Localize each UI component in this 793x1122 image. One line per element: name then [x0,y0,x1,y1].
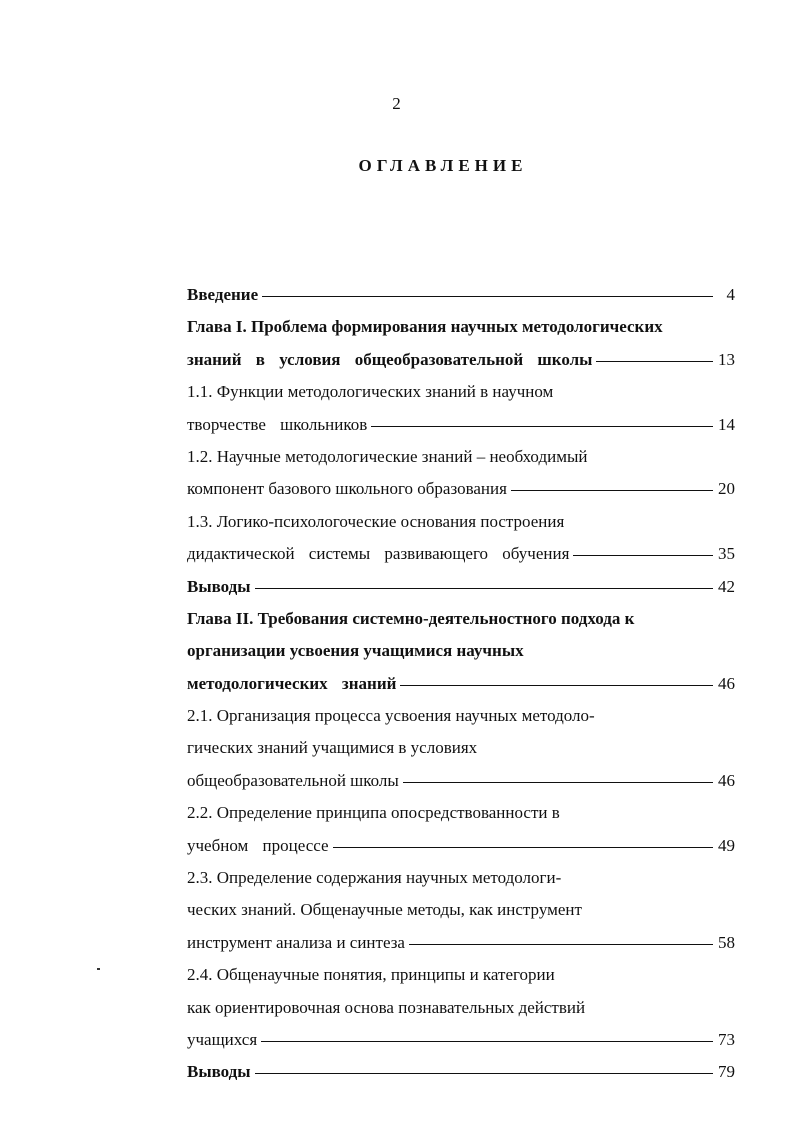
toc-entry-chapter-1 [187,313,735,345]
toc-entry-text: 2.2. Определение принципа опосредствованности в [187,803,560,823]
toc-entry-section-1-3 [187,508,735,540]
toc-entry-section-2-2-end [187,832,735,864]
leader-line [596,361,713,362]
toc-entry-text: ческих знаний. Общенаучные методы, как инструмент [187,900,582,920]
toc-page-number: 46 [718,673,735,693]
toc-page-number: 13 [718,349,735,369]
toc-entry-text: 1.2. Научные методологические знаний – необходимый [187,446,588,466]
leader-line [403,782,713,783]
toc-page-number: 58 [718,932,735,952]
toc-entry-text: дидактической системы развивающего обучения [187,544,570,564]
toc-entry-section-2-4-cont [187,994,735,1026]
toc-entry-section-2-3-end [187,929,735,961]
scan-speck [97,968,100,970]
leader-line [255,588,713,589]
toc-entry-text: 2.4. Общенаучные понятия, принципы и категории [187,965,555,985]
toc-entry-text: 2.3. Определение содержания научных методологи- [187,868,562,888]
toc-entry-text: методологических знаний [187,673,397,693]
toc-entry-conclusions-2 [187,1058,735,1090]
toc-entry-section-1-1 [187,378,735,410]
toc-entry-section-2-1 [187,702,735,734]
toc-entry-text: организации усвоения учащимися научных [187,641,524,661]
toc-entry-section-1-2 [187,443,735,475]
toc-page-number: 79 [718,1062,735,1082]
toc-entry-section-1-1-end [187,411,735,443]
toc-entry-chapter-2 [187,605,735,637]
toc-page-number: 46 [718,770,735,790]
leader-line [262,296,713,297]
toc-entry-section-2-1-end [187,767,735,799]
toc-entry-section-1-3-end [187,540,735,572]
toc-entry-text: компонент базового школьного образования [187,479,507,499]
leader-line [255,1073,713,1074]
toc-entry-section-2-1-cont [187,734,735,766]
toc-entry-section-2-2 [187,799,735,831]
leader-line [511,490,713,491]
toc-entry-chapter-1-end [187,346,735,378]
toc-title: ОГЛАВЛЕНИЕ [358,156,528,175]
leader-line [409,944,713,945]
toc-entry-conclusions-1 [187,573,735,605]
toc-entry-text: как ориентировочная основа познавательных действий [187,997,586,1017]
toc-page-number: 4 [726,285,735,304]
toc-page-number: 73 [718,1029,735,1049]
toc-entry-chapter-2-end [187,670,735,702]
toc-entry-text: учащихся [187,1029,258,1049]
toc-entry-text: 2.1. Организация процесса усвоения научных методоло- [187,706,595,726]
toc-page-number: 42 [718,576,735,596]
leader-line [333,847,713,848]
toc-page-number: 35 [718,544,735,564]
toc-entry-text: учебном процессе [187,835,329,855]
leader-line [400,685,713,686]
toc-entry-text: знаний в условия общеобразовательной школы [187,349,593,369]
toc-page-number: 14 [718,414,735,434]
toc-entry-text: 1.1. Функции методологических знаний в научном [187,382,554,402]
leader-line [573,555,713,556]
toc-entry-chapter-2-cont [187,637,735,669]
toc-entry-section-1-2-end [187,475,735,507]
toc-entry-text: Введение [187,285,259,304]
leader-line [371,426,713,427]
leader-line [261,1041,713,1042]
toc-entry-text: гических знаний учащимися в условиях [187,738,478,758]
toc-entry-introduction [187,281,735,313]
toc-entry-text: общеобразовательной школы [187,770,399,790]
toc-entry-text: Выводы [187,1062,251,1082]
toc-entry-text: Выводы [187,576,251,596]
toc-entry-section-2-3 [187,864,735,896]
toc-entry-text: творчестве школьников [187,414,368,434]
toc-page-number: 49 [718,835,735,855]
toc-entry-section-2-3-cont [187,896,735,928]
table-of-contents [187,281,735,1091]
toc-entry-text: Глава II. Требования системно-деятельностного подхода к [187,608,635,628]
toc-entry-text: инструмент анализа и синтеза [187,932,405,952]
page-number: 2 [392,94,401,113]
toc-entry-text: Глава I. Проблема формирования научных методологических [187,317,663,337]
toc-page-number: 20 [718,479,735,499]
toc-entry-text: 1.3. Логико-психологоческие основания построения [187,511,565,531]
toc-entry-section-2-4 [187,961,735,993]
toc-entry-section-2-4-end [187,1026,735,1058]
